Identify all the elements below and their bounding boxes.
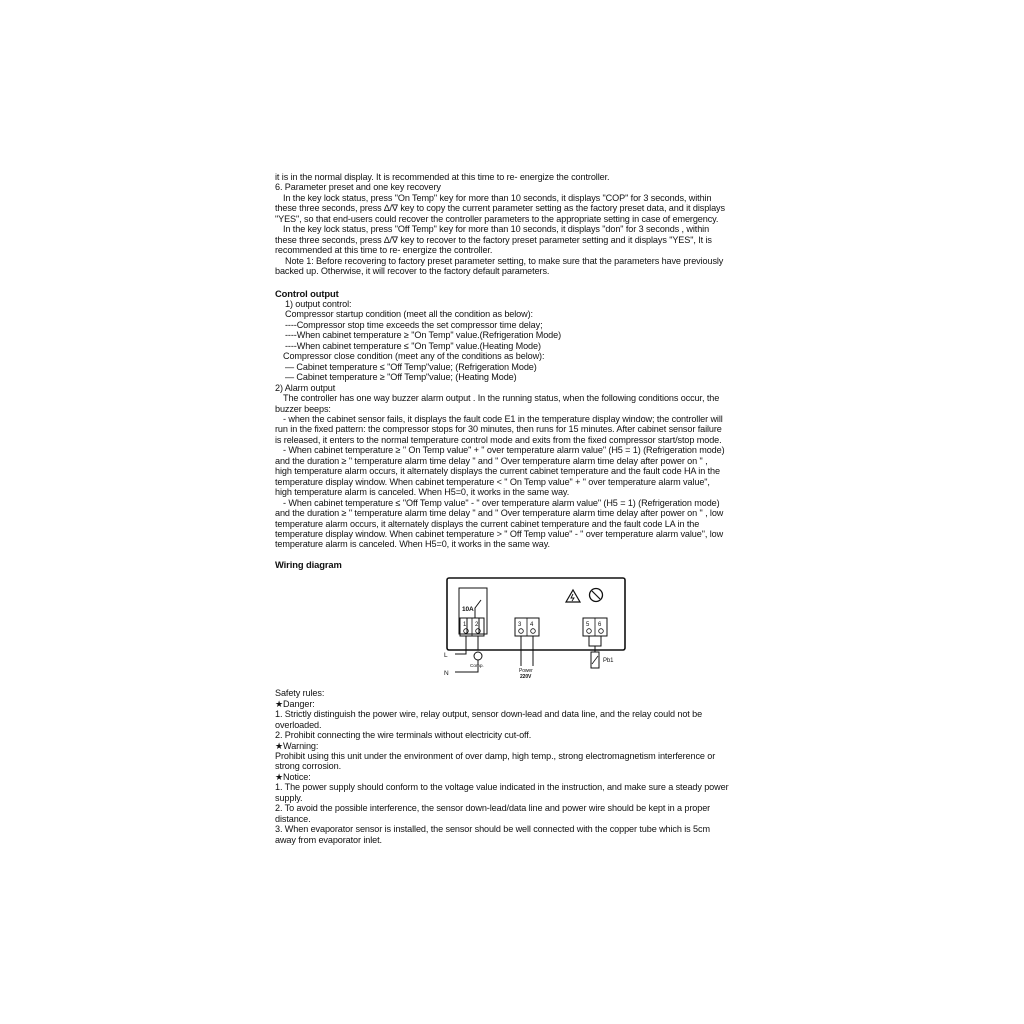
line-label: L: [444, 652, 448, 660]
voltage-label: 220V: [520, 674, 532, 681]
alarm-line: temperature display window. When cabinet temperature > " Off Temp value" - " over temperature alarm value", low: [275, 528, 724, 539]
terminal-5-label: 5: [586, 622, 590, 629]
control-line: — Cabinet temperature ≥ "Off Temp"value; (Heating Mode): [285, 372, 517, 383]
terminal-4-label: 4: [530, 622, 534, 629]
power-wires: [521, 636, 533, 666]
alarm-line: temperature alarm is canceled. When H5=0, it works in the same way.: [275, 539, 550, 550]
terminal-3-label: 3: [518, 622, 522, 629]
recovery-paragraph-line: recommended at this time to re- energize the controller.: [275, 245, 493, 256]
alarm-line: - when the cabinet sensor fails, it displays the fault code E1 in the temperature display window; the controller will: [283, 413, 723, 424]
wiring-diagram-heading: Wiring diagram: [275, 558, 342, 570]
alarm-line: and the duration ≥ " temperature alarm time delay " and " Over temperature alarm time delay after power on " ,: [275, 455, 708, 466]
probe-label: Pb1: [603, 658, 614, 665]
safety-heading: Safety rules:: [275, 688, 325, 699]
alarm-line: run in the fixed pattern: the compressor stops for 30 minutes, then runs for 15 minutes. After cabinet sensor failure: [275, 424, 722, 435]
safety-line: strong corrosion.: [275, 761, 342, 772]
manual-page: [275, 172, 759, 845]
recovery-paragraph-line: In the key lock status, press "Off Temp" key for more than 10 seconds, it displays "don" for 3 seconds , within: [283, 224, 710, 235]
notice-heading: ★Notice:: [275, 771, 311, 782]
recovery-paragraph-line: these three seconds, press ∆/∇ key to recover to the factory preset parameter setting and it displays "YES", It is: [275, 234, 712, 245]
alarm-line: - When cabinet temperature ≥ " On Temp value" + " over temperature alarm value" (H5 = 1) (Refrigeration mode): [283, 445, 725, 456]
intro-line: it is in the normal display. It is recommended at this time to re- energize the controller.: [275, 172, 610, 182]
relay-switch: [475, 600, 481, 618]
no-touch-slash: [592, 591, 600, 599]
wiring-diagram-figure: [435, 572, 635, 688]
alarm-line: The controller has one way buzzer alarm output . In the running status, when the following conditions occur, the: [283, 393, 720, 404]
control-line: ----When cabinet temperature ≥ "On Temp" value.(Refrigeration Mode): [285, 330, 561, 341]
relay-rating: 10A: [462, 606, 474, 614]
compressor-label: Comp.: [470, 664, 484, 670]
preset-paragraph-line: In the key lock status, press "On Temp" key for more than 10 seconds, it displays "COP" for 3 seconds, within: [283, 192, 712, 203]
safety-line: 2. Prohibit connecting the wire terminals without electricity cut-off.: [275, 730, 532, 741]
terminal-screw: [464, 629, 469, 634]
line-wire: [455, 636, 466, 654]
control-line: 1) output control:: [285, 298, 352, 309]
control-line: — Cabinet temperature ≤ "Off Temp"value; (Refrigeration Mode): [285, 361, 537, 372]
safety-line: 1. The power supply should conform to the voltage value indicated in the instruction, and make sure a steady power: [275, 782, 729, 793]
section-6-heading: 6. Parameter preset and one key recovery: [275, 182, 441, 193]
control-line: ----When cabinet temperature ≤ "On Temp" value.(Heating Mode): [285, 340, 541, 351]
electric-bolt-icon: [571, 594, 574, 601]
terminal-2-label: 2: [475, 622, 479, 629]
danger-heading: ★Danger:: [275, 698, 315, 709]
alarm-line: - When cabinet temperature ≤ "Off Temp value" - " over temperature alarm value" (H5 = 1) (Refrigeration mode): [283, 497, 720, 508]
neutral-label: N: [444, 670, 449, 678]
wiring-diagram: [275, 572, 759, 688]
alarm-line: high temperature alarm is canceled. When H5=0, it works in the same way.: [275, 487, 570, 498]
note-line: Note 1: Before recovering to factory preset parameter setting, to make sure that the parameters have previously: [285, 255, 724, 266]
note-line: backed up. Otherwise, it will recover to the factory default parameters.: [275, 266, 550, 277]
power-label: Power: [519, 668, 533, 675]
alarm-line: is released, it enters to the normal temperature control mode and exits from the fixed compressor start/stop mode.: [275, 434, 722, 445]
alarm-line: and the duration ≥ " temperature alarm time delay " and " Over temperature alarm time delay after power on " , low: [275, 508, 724, 519]
preset-paragraph-line: these three seconds, press ∆/∇ key to copy the current parameter setting as the factory preset data, and it displays: [275, 203, 725, 214]
control-line: Compressor close condition (meet any of the conditions as below):: [283, 351, 545, 362]
warning-heading: ★Warning:: [275, 740, 319, 751]
safety-line: 3. When evaporator sensor is installed, the sensor should be well connected with the copper tube which is 5cm: [275, 824, 710, 835]
safety-line: Prohibit using this unit under the environment of over damp, high temp., strong electromagnetism interference or: [275, 751, 716, 762]
safety-line: overloaded.: [275, 719, 322, 730]
alarm-line: buzzer beeps:: [275, 403, 331, 414]
alarm-line: temperature display window. When cabinet temperature < " On Temp value" + " over temperature alarm value",: [275, 476, 710, 487]
alarm-line: temperature alarm occurs, it alternately displays the current cabinet temperature and the fault code LA in the: [275, 518, 700, 529]
terminal-1-label: 1: [463, 622, 467, 629]
terminal-screw: [476, 629, 481, 634]
alarm-output-heading: 2) Alarm output: [275, 382, 336, 393]
terminal-6-label: 6: [598, 622, 602, 629]
compressor-symbol: [474, 652, 482, 660]
safety-line: 1. Strictly distinguish the power wire, relay output, sensor down-lead and data line, and the relay could not be: [275, 709, 703, 720]
safety-line: away from evaporator inlet.: [275, 834, 382, 845]
alarm-line: high temperature alarm occurs, it alternately displays the current cabinet temperature and the fault code HA in the: [275, 466, 720, 477]
safety-line: 2. To avoid the possible interference, the sensor down-lead/data line and power wire should be kept in a proper: [275, 803, 711, 814]
control-line: ----Compressor stop time exceeds the set compressor time delay;: [285, 319, 543, 330]
preset-paragraph-line: "YES", so that end-users could recover the controller parameters to the appropriate setting in case of emergency.: [275, 213, 719, 224]
safety-line: supply.: [275, 792, 303, 803]
control-line: Compressor startup condition (meet all the condition as below):: [285, 309, 533, 320]
safety-line: distance.: [275, 813, 311, 824]
control-output-heading: Control output: [275, 287, 339, 299]
